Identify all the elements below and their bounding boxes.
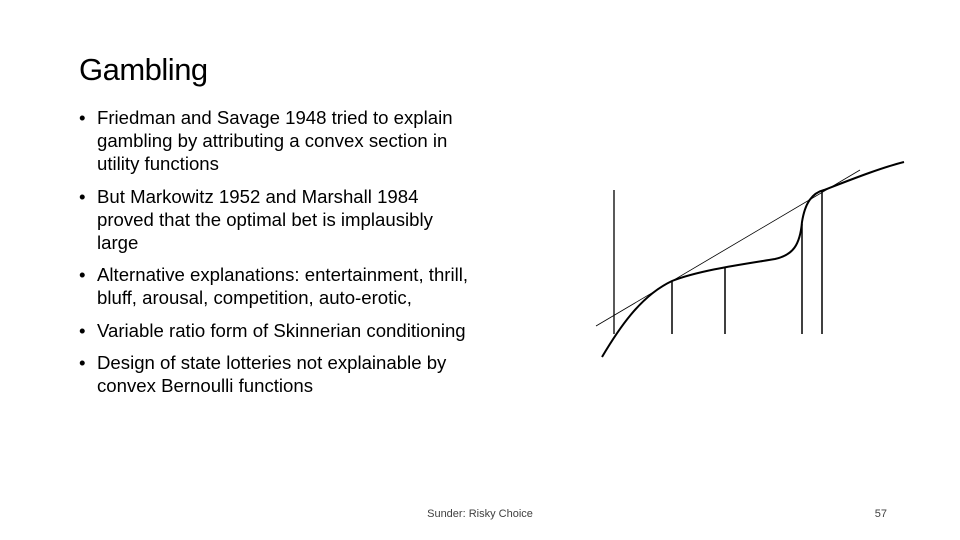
bullet-item: • But Markowitz 1952 and Marshall 1984 proved that the optimal bet is implausibly large xyxy=(79,185,469,254)
utility-curve xyxy=(602,162,904,357)
footer-source: Sunder: Risky Choice xyxy=(427,508,533,520)
slide-title: Gambling xyxy=(79,52,208,87)
bullet-item: • Variable ratio form of Skinnerian conditioning xyxy=(79,319,469,342)
bullet-item: • Alternative explanations: entertainment, thrill, bluff, arousal, competition, auto-erotic, xyxy=(79,263,469,309)
tangent-line xyxy=(596,170,860,326)
bullet-item: • Friedman and Savage 1948 tried to explain gambling by attributing a convex section in utility functions xyxy=(79,106,469,175)
bullet-item: • Design of state lotteries not explainable by convex Bernoulli functions xyxy=(79,351,469,397)
utility-function-diagram xyxy=(590,155,910,365)
bullet-list xyxy=(79,106,469,407)
page-number: 57 xyxy=(874,508,887,520)
